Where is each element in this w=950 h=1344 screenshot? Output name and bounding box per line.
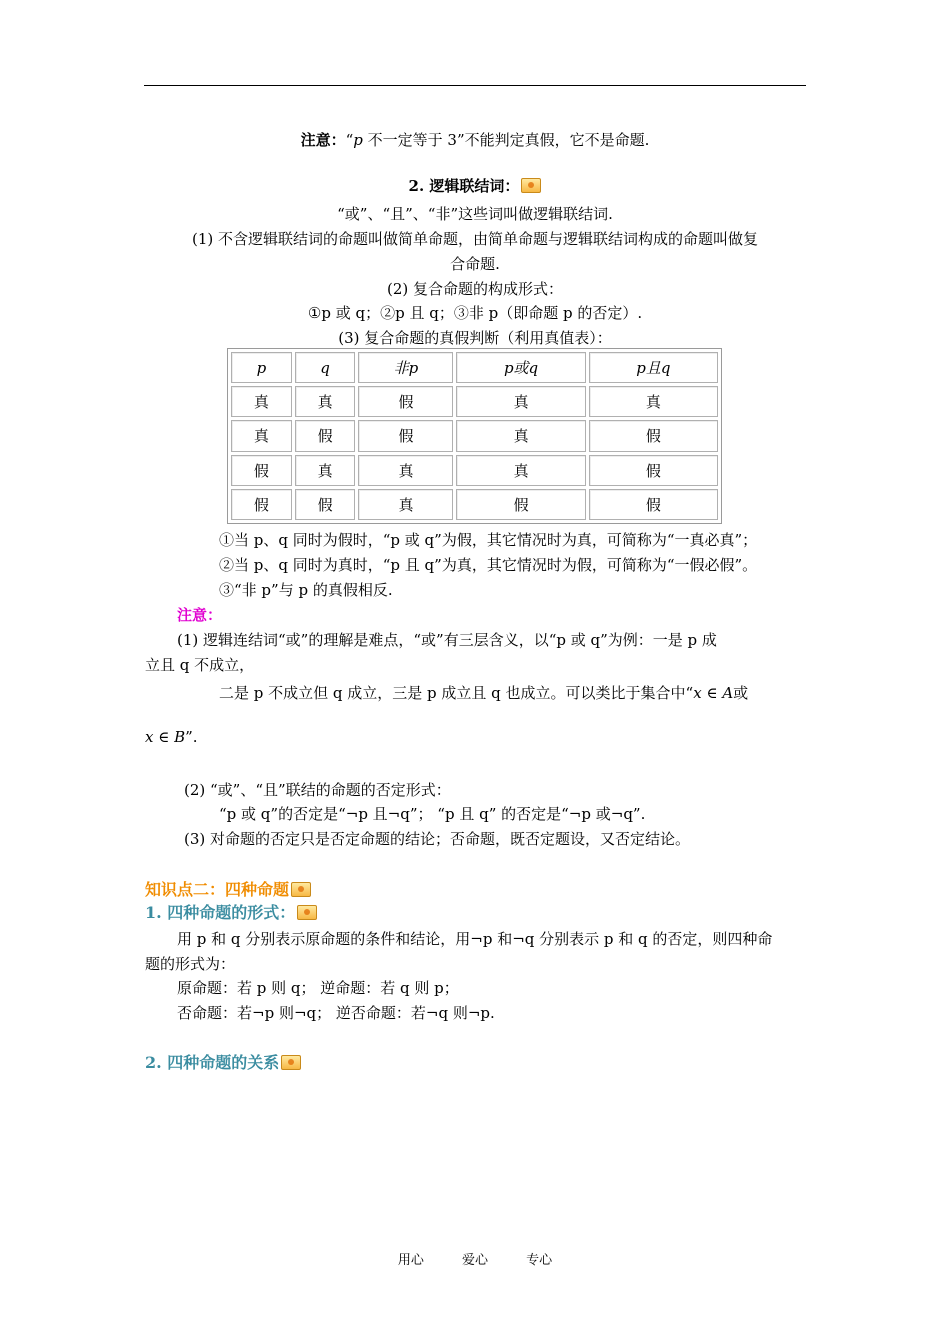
table-header-cell: p或q	[456, 352, 585, 383]
table-header-row	[231, 352, 718, 383]
text-line: (1) 不含逻辑联结词的命题叫做简单命题，由简单命题与逻辑联结词构成的命题叫做复	[191, 230, 759, 248]
table-row	[231, 489, 718, 520]
math-set-b: x ∈ B	[145, 728, 186, 746]
note-text-open: “	[345, 131, 354, 149]
footer-text: 用心	[397, 1253, 424, 1268]
table-row	[231, 420, 718, 451]
note2-line: “p 或 q”的否定是“¬p 且¬q”； “p 且 q” 的否定是“¬p 或¬q”.	[219, 805, 646, 823]
text-line: (3) 复合命题的真假判断（利用真值表）：	[338, 329, 612, 347]
note2-text: 二是 p 不成立但 q 成立，三是 p 成立且 q 也成立。可以类比于集合中“	[219, 684, 694, 702]
note2-or: 或	[733, 684, 749, 702]
note2-line: 立且 q 不成立，	[145, 656, 255, 674]
folder-icon[interactable]	[291, 882, 311, 897]
kp2-line: 题的形式为：	[145, 955, 236, 973]
subheading-relations	[145, 1050, 301, 1073]
table-header-cell: q	[295, 352, 356, 383]
section-title-text: 2. 逻辑联结词：	[408, 177, 520, 195]
kp2-line: 原命题：若 p 则 q； 逆命题：若 q 则 p；	[177, 979, 459, 997]
table-cell: 假	[231, 455, 292, 486]
table-cell: 假	[358, 420, 453, 451]
table-cell: 假	[358, 386, 453, 417]
table-cell: 真	[456, 420, 585, 451]
text-line: (2) 复合命题的构成形式：	[386, 280, 564, 298]
knowledge-point-heading	[145, 877, 311, 900]
table-cell: 假	[589, 455, 718, 486]
folder-icon[interactable]	[521, 178, 541, 193]
note2-line: (3) 对命题的否定只是否定命题的结论；否命题，既否定题设，又否定结论。	[184, 830, 691, 848]
section-title-logic-connectives	[144, 175, 806, 196]
rule-line: ①当 p、q 同时为假时，“p 或 q”为假，其它情况时为真，可简称为“一真必真”；	[219, 531, 758, 549]
rule-line: ②当 p、q 同时为真时，“p 且 q”为真，其它情况时为假，可简称为“一假必假”。	[219, 556, 758, 574]
note-label: 注意：	[300, 131, 346, 149]
subheading-text: 2. 四种命题的关系	[145, 1053, 280, 1072]
text-line: ①p 或 q；②p 且 q；③非 p（即命题 p 的否定）.	[307, 304, 643, 322]
table-cell: 真	[358, 489, 453, 520]
table-cell: 真	[295, 455, 356, 486]
rule-line: ③“非 p”与 p 的真假相反.	[219, 581, 393, 599]
table-cell: 真	[295, 386, 356, 417]
subheading-text: 1. 四种命题的形式：	[145, 903, 296, 922]
page-footer	[0, 1249, 950, 1268]
table-header-cell: 非p	[358, 352, 453, 383]
header-rule	[144, 85, 806, 86]
table-row	[231, 386, 718, 417]
note2-text: ”.	[185, 728, 198, 746]
footer-text: 专心	[526, 1253, 553, 1268]
note-paragraph-1	[144, 129, 806, 150]
note2-line: (1) 逻辑连结词“或”的理解是难点，“或”有三层含义，以“p 或 q”为例：一是 p 成	[177, 631, 717, 649]
note-label-2: 注意：	[177, 606, 223, 624]
text-line: “或”、“且”、“非”这些词叫做逻辑联结词.	[337, 205, 613, 223]
note2-line: (2) “或”、“且”联结的命题的否定形式：	[184, 781, 451, 799]
table-cell: 真	[231, 386, 292, 417]
note-text: 不一定等于 3”不能判定真假，它不是命题.	[362, 131, 650, 149]
table-cell: 假	[589, 489, 718, 520]
table-cell: 假	[295, 489, 356, 520]
table-header-cell: p	[231, 352, 292, 383]
heading-text: 知识点二：四种命题	[145, 880, 290, 899]
table-cell: 真	[589, 386, 718, 417]
table-cell: 真	[358, 455, 453, 486]
math-var-p: p	[353, 131, 363, 149]
kp2-line: 否命题：若¬p 则¬q； 逆否命题：若¬q 则¬p.	[177, 1004, 495, 1022]
math-set-a: x ∈ A	[693, 684, 734, 702]
folder-icon[interactable]	[281, 1055, 301, 1070]
table-row	[231, 455, 718, 486]
text-line: 合命题.	[450, 255, 500, 273]
table-cell: 真	[231, 420, 292, 451]
footer-text: 爱心	[461, 1253, 488, 1268]
folder-icon[interactable]	[297, 905, 317, 920]
table-cell: 假	[589, 420, 718, 451]
note2-line	[219, 682, 748, 703]
table-cell: 假	[295, 420, 356, 451]
table-cell: 假	[231, 489, 292, 520]
table-cell: 真	[456, 386, 585, 417]
table-header-cell: p且q	[589, 352, 718, 383]
subheading-forms	[145, 900, 317, 923]
table-cell: 真	[456, 455, 585, 486]
kp2-line: 用 p 和 q 分别表示原命题的条件和结论，用¬p 和¬q 分别表示 p 和 q 的否定，则四种命	[177, 930, 773, 948]
truth-table	[227, 348, 722, 524]
table-cell: 假	[456, 489, 585, 520]
note2-line	[145, 728, 198, 746]
